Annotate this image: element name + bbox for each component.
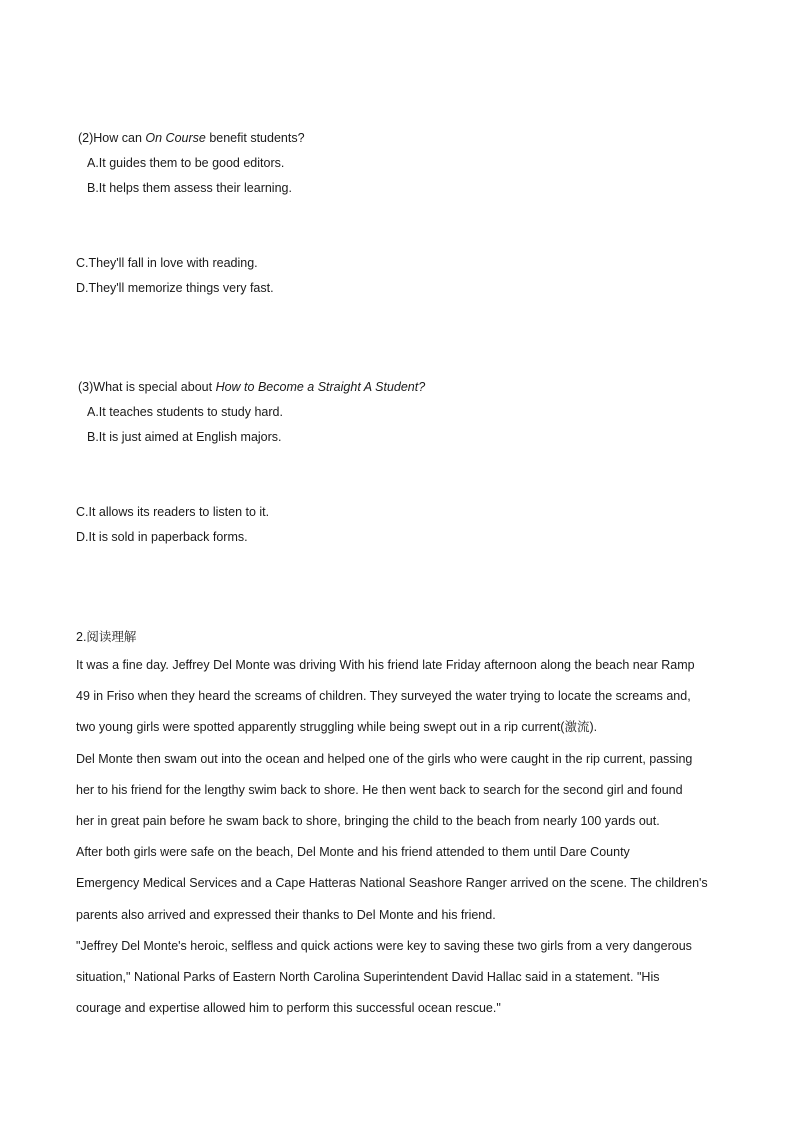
passage-line: After both girls were safe on the beach, Del Monte and his friend attended to them until Dare County	[76, 845, 630, 859]
question-3-number: (3)	[78, 380, 94, 394]
question-3-option-b: B.It is just aimed at English majors.	[87, 430, 282, 444]
passage-line: courage and expertise allowed him to perform this successful ocean rescue."	[76, 1001, 501, 1015]
question-2-number: (2)	[78, 131, 94, 145]
question-2-book-title: On Course	[145, 131, 206, 145]
question-3-prefix: What is special about	[93, 380, 216, 394]
passage-line: her to his friend for the lengthy swim back to shore. He then went back to search for the second girl and found	[76, 783, 683, 797]
question-2-prefix: How can	[93, 131, 146, 145]
question-2-option-d: D.They'll memorize things very fast.	[76, 281, 274, 295]
passage-line: parents also arrived and expressed their thanks to Del Monte and his friend.	[76, 908, 496, 922]
question-3-option-d: D.It is sold in paperback forms.	[76, 530, 248, 544]
question-2-option-b: B.It helps them assess their learning.	[87, 181, 292, 195]
passage-line: 49 in Friso when they heard the screams of children. They surveyed the water trying to locate the screams and,	[76, 689, 691, 703]
question-2-option-c: C.They'll fall in love with reading.	[76, 256, 258, 270]
passage-line: Emergency Medical Services and a Cape Hatteras National Seashore Ranger arrived on the scene. The children's	[76, 876, 708, 890]
question-3-option-c: C.It allows its readers to listen to it.	[76, 505, 270, 519]
question-2-option-a: A.It guides them to be good editors.	[87, 156, 285, 170]
question-2-suffix: benefit students?	[205, 131, 305, 145]
passage-line: situation," National Parks of Eastern North Carolina Superintendent David Hallac said in a statement. "His	[76, 970, 660, 984]
question-2-title	[78, 130, 305, 146]
question-3-option-a: A.It teaches students to study hard.	[87, 405, 283, 419]
passage-line: Del Monte then swam out into the ocean and helped one of the girls who were caught in the rip current, passing	[76, 752, 693, 766]
question-3-book-title: How to Become a Straight A Student?	[215, 380, 426, 394]
passage-line: two young girls were spotted apparently struggling while being swept out in a rip current(激流).	[76, 720, 598, 734]
section-heading: 2.阅读理解	[76, 630, 137, 644]
passage-line: It was a fine day. Jeffrey Del Monte was driving With his friend late Friday afternoon along the beach near Ramp	[76, 658, 695, 672]
passage-line: her in great pain before he swam back to shore, bringing the child to the beach from nearly 100 yards out.	[76, 814, 660, 828]
question-3-title	[78, 379, 425, 395]
passage-line: "Jeffrey Del Monte's heroic, selfless and quick actions were key to saving these two girls from a very dangerous	[76, 939, 692, 953]
